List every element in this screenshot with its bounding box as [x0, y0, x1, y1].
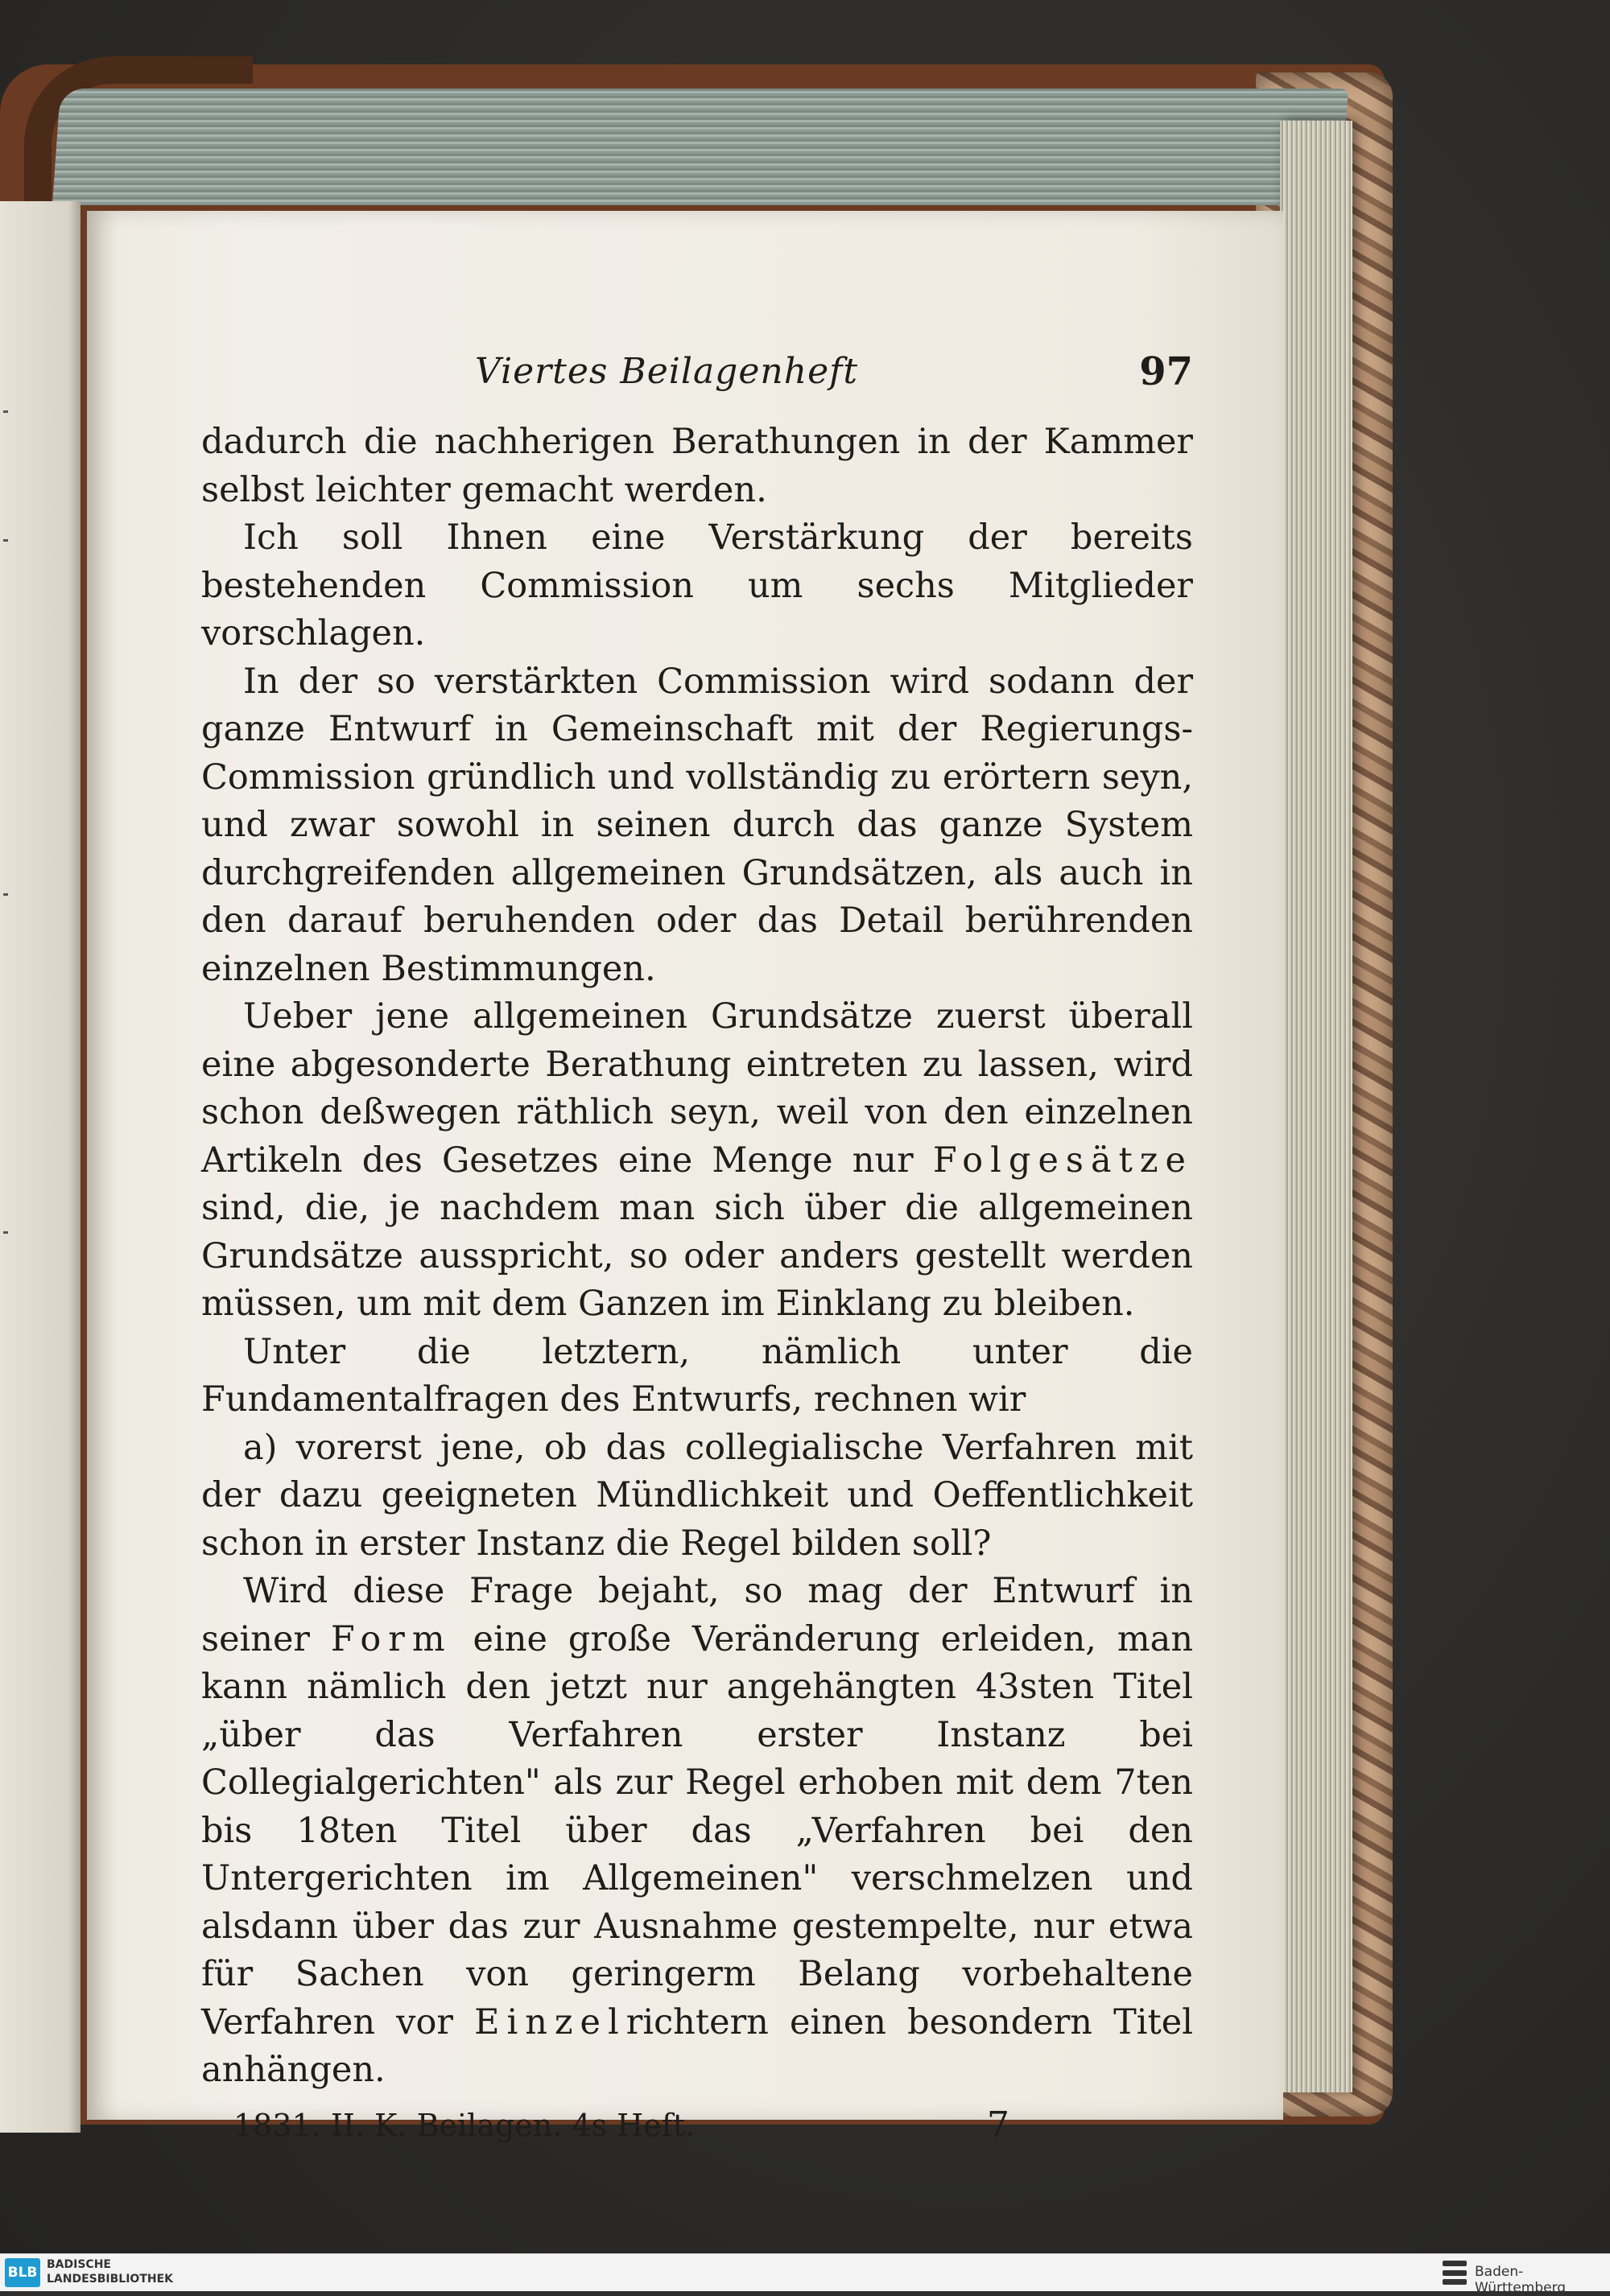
- blb-logo-icon[interactable]: BLB: [5, 2258, 40, 2287]
- running-head-title: Viertes Beilagenheft: [475, 351, 859, 392]
- book-page: [87, 211, 1283, 2146]
- signature-number: 7: [987, 2104, 1009, 2146]
- page-footer: [201, 2104, 1193, 2156]
- signature-line: 1831. II. K. Beilagen. 4s Heft.: [233, 2107, 696, 2143]
- paragraph: a) vorerst jene, ob das collegialische Verfahren mit der dazu geeigneten Mündlichkeit und Oeffentlichkeit schon in erster Instanz die Regel bilden soll?: [201, 1427, 1193, 1564]
- baden-wuerttemberg-crest-icon[interactable]: [1443, 2261, 1467, 2285]
- page-edges-top: [52, 89, 1348, 205]
- paragraph: dadurch die nachherigen Berathungen in der Kammer selbst leichter gemacht werden.: [201, 422, 1193, 510]
- library-name[interactable]: BADISCHE LANDESBIBLIOTHEK: [47, 2258, 174, 2286]
- paragraph-text: sind, die, je nachdem man sich über die allgemeinen Grundsätze ausspricht, so oder anders gestellt werden müssen, um mit dem Ganzen im Einklang zu bleiben.: [201, 1188, 1193, 1324]
- paragraph: In der so verstärkten Commission wird sodann der ganze Entwurf in Gemeinschaft mit der Regierungs-Commission gründlich und vollständig zu erörtern seyn, und zwar sowohl in seinen durch das ganze System durchgreifenden allgemeinen Grundsätzen, als auch in den darauf beruhenden oder das Detail berührenden einzelnen Bestimmungen.: [201, 661, 1193, 989]
- paragraph-text: den jetzt nur angehängten 43sten Titel „über das Verfahren erster Instanz bei Collegialgerichten" als zur Regel erhoben mit dem 7ten bis 18ten Titel über das „Verfahren bei den Untergerichten im Allgemeinen" verschmelzen und alsdann über das zur Ausnahme gestempelte, nur etwa für Sachen von geringerm Belang vorbehaltene Verfahren vor: [201, 1667, 1193, 2042]
- spaced-emphasis: Form: [330, 1618, 452, 1659]
- spaced-emphasis: Folgesätze: [932, 1140, 1193, 1181]
- paragraph: Ich soll Ihnen eine Verstärkung der bereits bestehenden Commission um sechs Mitglieder vorschlagen.: [201, 517, 1193, 653]
- state-name[interactable]: Baden-Württemberg: [1475, 2264, 1567, 2296]
- left-page-sliver: [0, 201, 80, 2133]
- paragraph-text: Ueber jene allgemeinen Grundsätze zuerst überall eine abgesonderte Berathung eintreten zu lassen, wird schon deßwegen räthlich seyn, weil von den einzelnen Artikeln des Gesetzes eine Menge nur: [201, 996, 1193, 1181]
- running-head: [201, 346, 1193, 418]
- paragraph: [201, 993, 1193, 1329]
- page-number: 97: [1139, 349, 1193, 394]
- paragraph-text: eine große Veränderung erleiden, man kann nämlich: [201, 1618, 1194, 1707]
- page-content: [201, 346, 1193, 2156]
- spaced-emphasis: Einzel: [474, 2001, 626, 2042]
- page-edges-right: [1280, 121, 1352, 2092]
- paragraph-text: Wird diese Frage bejaht, so mag der Entwurf in seiner: [201, 1571, 1193, 1659]
- paragraph-text: richtern einen besondern Titel anhängen.: [201, 2001, 1194, 2090]
- paragraph: Unter die letztern, nämlich unter die Fundamentalfragen des Entwurfs, rechnen wir: [201, 1331, 1193, 1420]
- paragraph: [201, 1568, 1193, 2095]
- bottom-bar: [0, 2253, 1610, 2296]
- body-text: [201, 418, 1193, 2095]
